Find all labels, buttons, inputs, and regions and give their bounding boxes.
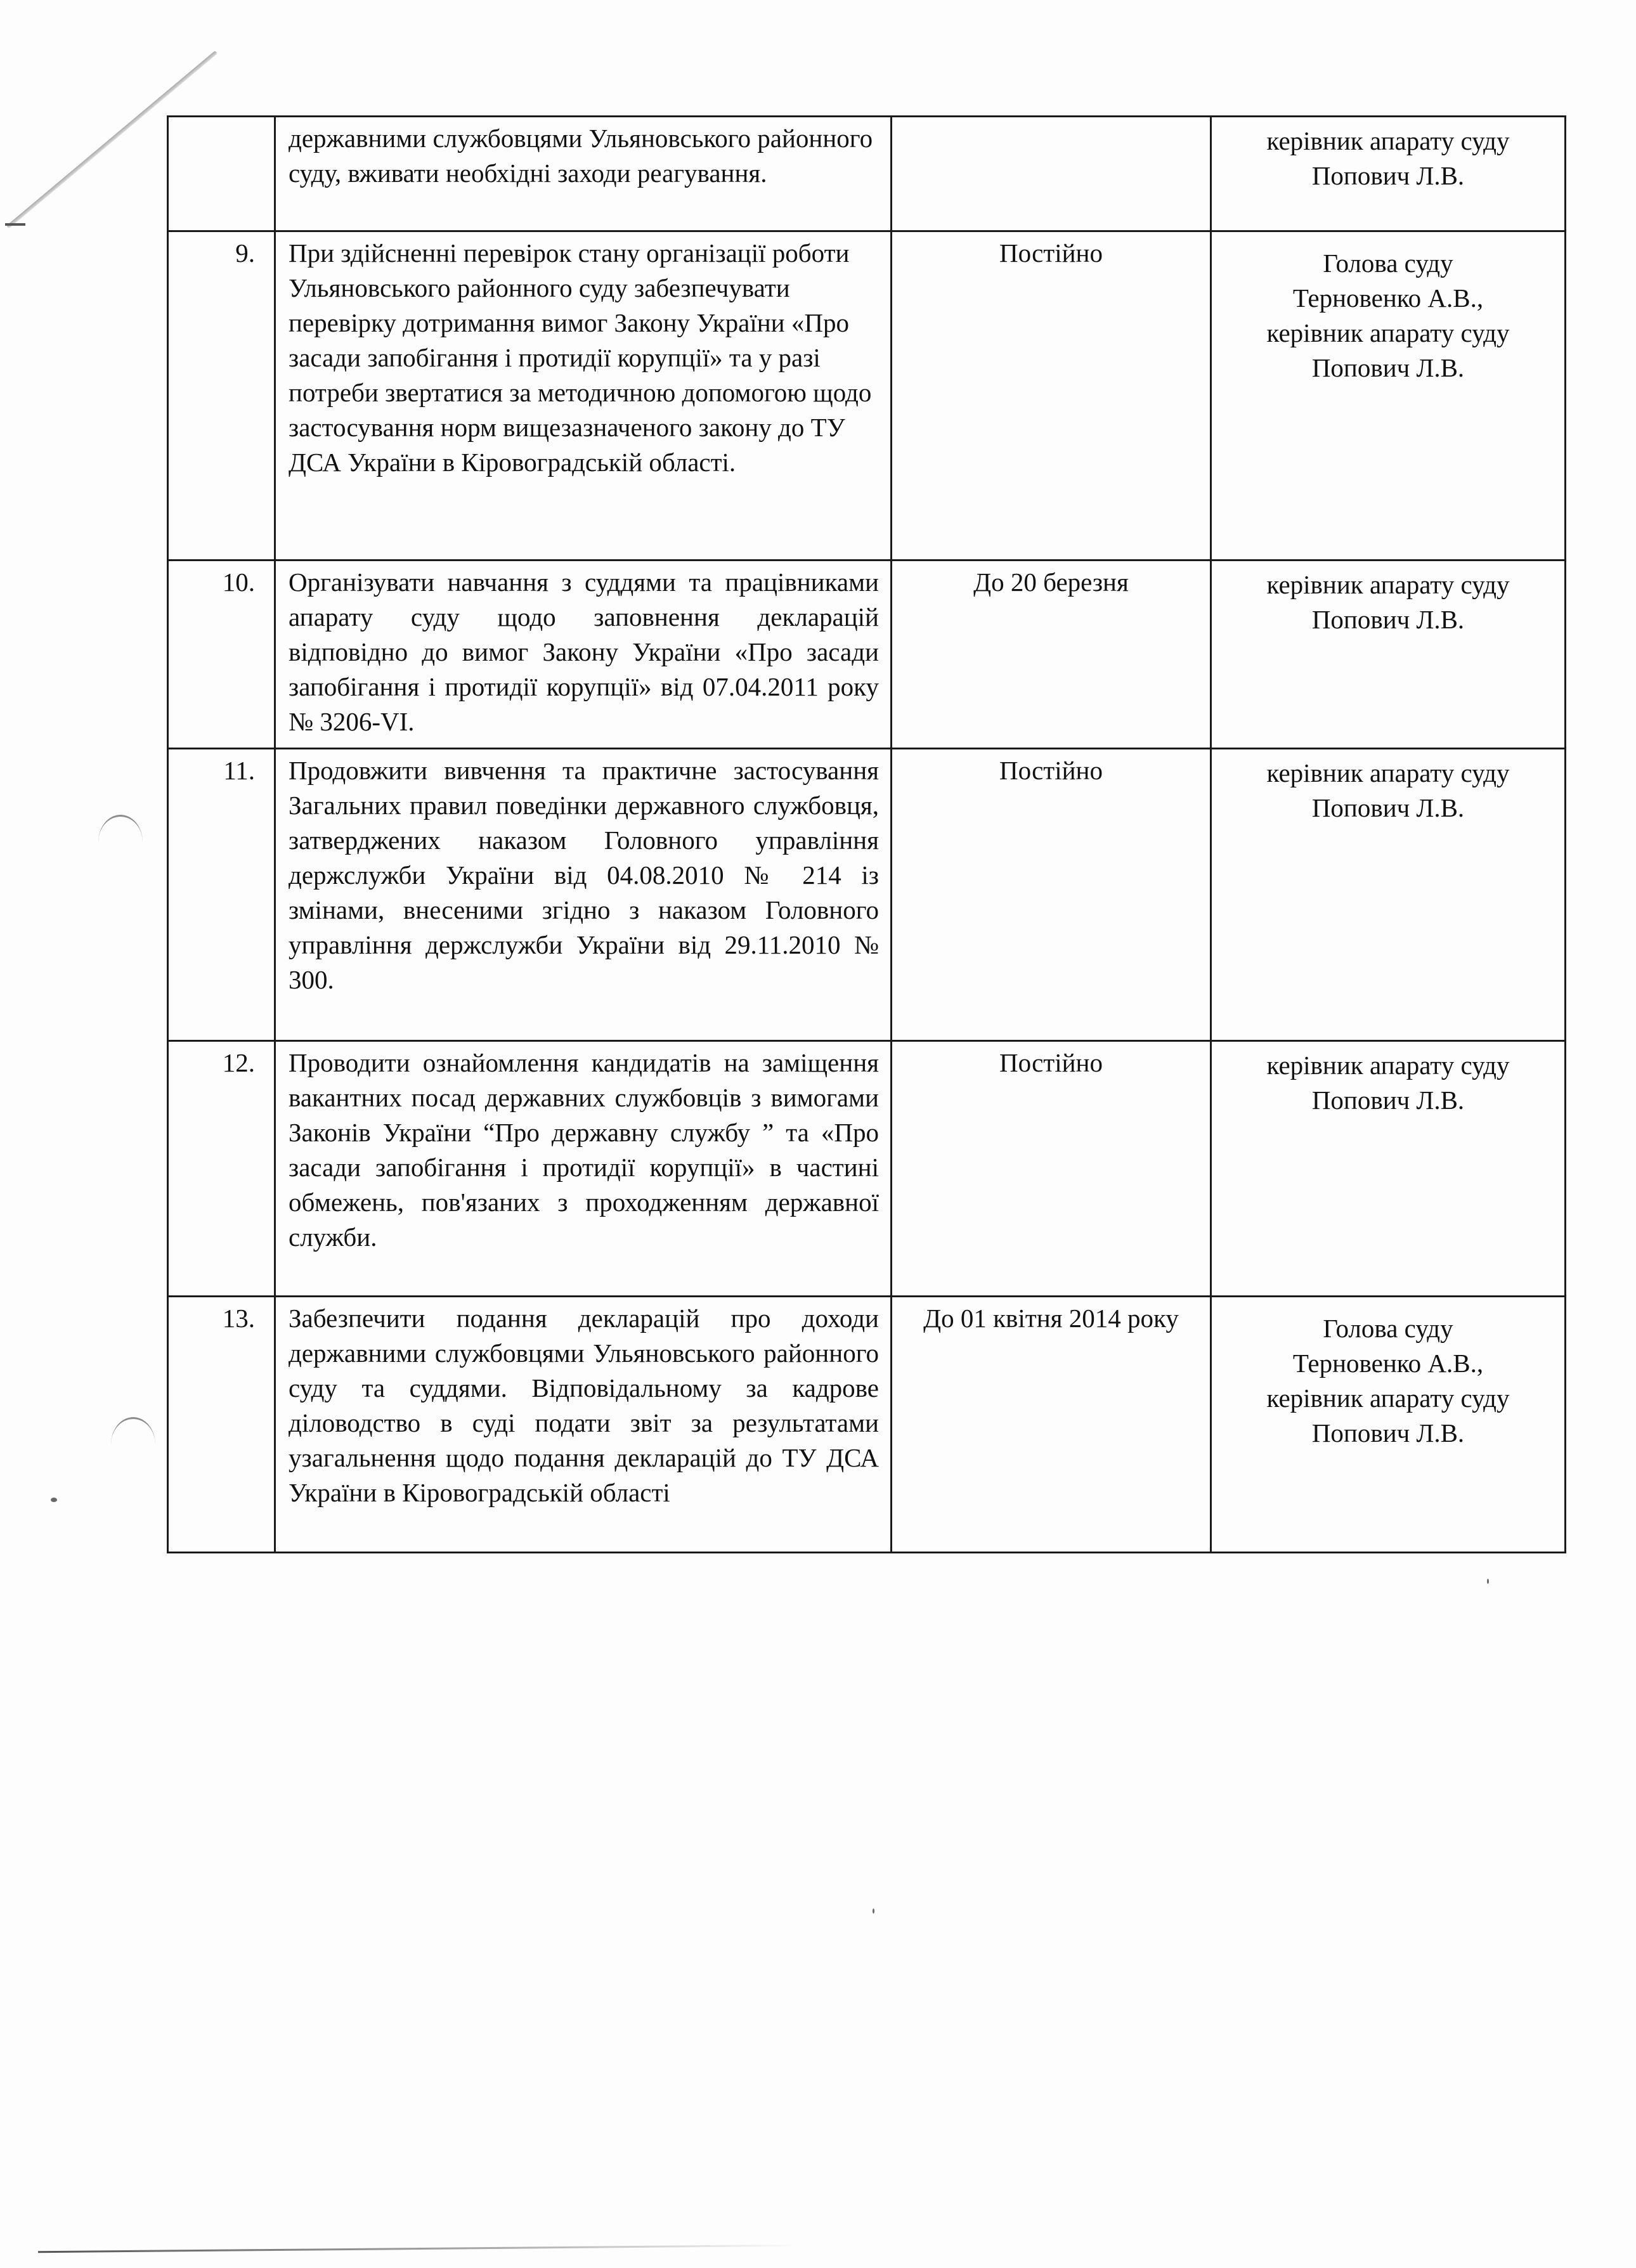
responsible-line: керівник апарату суду: [1266, 126, 1510, 155]
responsible-line: Попович Л.В.: [1311, 1085, 1465, 1115]
responsible-line: Попович Л.В.: [1311, 793, 1465, 822]
table-row: [168, 231, 1566, 561]
table-row: [168, 749, 1566, 1041]
row-number: 13.: [168, 1297, 275, 1553]
row-number: 9.: [168, 231, 275, 561]
row-number: 10.: [168, 561, 275, 749]
deadline: Постійно: [892, 749, 1211, 1041]
deadline: Постійно: [892, 1041, 1211, 1297]
responsible-line: Попович Л.В.: [1311, 605, 1465, 634]
task-description: Забезпечити подання декларацій про доходи державними службовцями Ульяновського районного суду та суддями. Відповідальному за кадрове діловодство в суді подати звіт за результатами узагальнення щодо подання декларацій до ТУ ДСА України в Кіровоградській області: [275, 1297, 892, 1553]
deadline: Постійно: [892, 231, 1211, 561]
table-row: [168, 1041, 1566, 1297]
responsible-persons: [1211, 749, 1566, 1041]
responsible-persons: [1211, 231, 1566, 561]
task-description: Проводити ознайомлення кандидатів на заміщення вакантних посад державних службовців з вимогами Законів України “Про державну службу ” та «Про засади запобігання і протидії корупції» в частині обмежень, пов'язаних з проходженням державної служби.: [275, 1041, 892, 1297]
page-bottom-edge: [38, 2245, 799, 2253]
table-row: [168, 1297, 1566, 1553]
responsible-line: керівник апарату суду: [1266, 758, 1510, 787]
responsible-line: Попович Л.В.: [1311, 1418, 1465, 1448]
responsible-line: Попович Л.В.: [1311, 353, 1465, 382]
task-description: Організувати навчання з суддями та працівниками апарату суду щодо заповнення декларацій відповідно до вимог Закону України «Про засади запобігання і протидії корупції» від 07.04.2011 року № 3206-VI.: [275, 561, 892, 749]
scan-speck: [51, 1498, 57, 1502]
responsible-line: керівник апарату суду: [1266, 1383, 1510, 1413]
table-row: [168, 117, 1566, 231]
task-description: Продовжити вивчення та практичне застосування Загальних правил поведінки державного службовця, затверджених наказом Головного управління держслужби України від 04.08.2010 № 214 із змінами, внесеними згідно з наказом Головного управління держслужби України від 29.11.2010 № 300.: [275, 749, 892, 1041]
responsible-persons: [1211, 1041, 1566, 1297]
punch-hole-mark: [111, 1417, 155, 1444]
row-number: 12.: [168, 1041, 275, 1297]
responsible-line: керівник апарату суду: [1266, 570, 1510, 599]
responsible-line: Терновенко А.В.,: [1292, 283, 1484, 313]
action-plan-table: [167, 115, 1566, 1553]
responsible-line: Голова суду: [1323, 1314, 1453, 1343]
responsible-persons: [1211, 117, 1566, 231]
responsible-line: Голова суду: [1323, 249, 1453, 278]
task-description: При здійсненні перевірок стану організації роботи Ульяновського районного суду забезпечувати перевірку дотримання вимог Закону України «Про засади запобігання і протидії корупції» та у разі потреби звертатися за методичною допомогою щодо застосування норм вищезазначеного закону до ТУ ДСА України в Кіровоградській області.: [275, 231, 892, 561]
responsible-persons: [1211, 561, 1566, 749]
scan-speck: [873, 1908, 874, 1914]
row-number: [168, 117, 275, 231]
deadline: До 01 квітня 2014 року: [892, 1297, 1211, 1553]
deadline: [892, 117, 1211, 231]
table-row: [168, 561, 1566, 749]
responsible-line: Терновенко А.В.,: [1292, 1349, 1484, 1378]
responsible-persons: [1211, 1297, 1566, 1553]
row-number: 11.: [168, 749, 275, 1041]
task-description: державними службовцями Ульяновського районного суду, вживати необхідні заходи реагування.: [275, 117, 892, 231]
folded-corner-stub: [5, 223, 25, 226]
responsible-line: керівник апарату суду: [1266, 1051, 1510, 1080]
responsible-line: керівник апарату суду: [1266, 318, 1510, 347]
deadline: До 20 березня: [892, 561, 1211, 749]
scan-speck: [1487, 1579, 1489, 1584]
responsible-line: Попович Л.В.: [1311, 161, 1465, 190]
punch-hole-mark: [98, 815, 143, 842]
